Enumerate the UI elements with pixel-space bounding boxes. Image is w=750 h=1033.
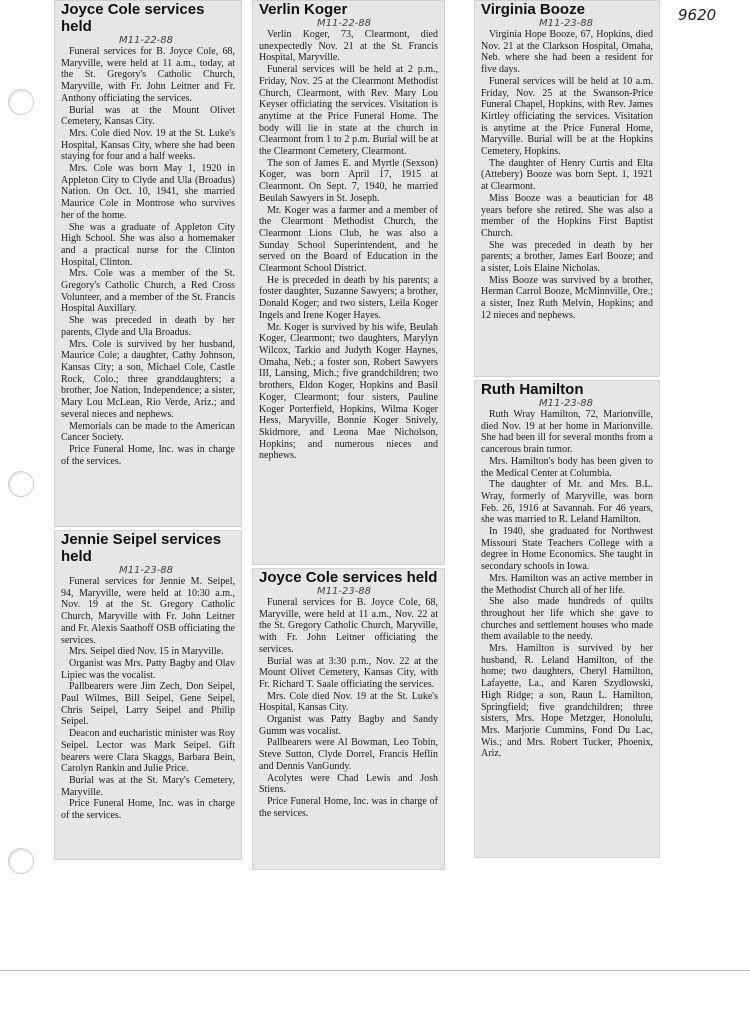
page-number: 9620	[678, 6, 717, 24]
date-stamp: M11-22-88	[119, 35, 174, 46]
paragraph: Price Funeral Home, Inc. was in charge of the services.	[61, 443, 235, 467]
paragraph: She was a graduate of Appleton City High School. She was also a homemaker and a practical nurse for the Clinton Hospital, Clinton.	[61, 221, 235, 268]
paragraph: Mrs. Cole is survived by her husband, Maurice Cole; a daughter, Cathy Johnson, Kansas City; a son, Michael Cole, Castle Rock, Colo.; three granddaughters; a brother, Joe Nation, Independence; a sister, Mary Lou McLean, Rio Verde, Ariz.; and several nieces and nephews.	[61, 338, 235, 420]
paragraph: Price Funeral Home, Inc. was in charge of the services.	[259, 795, 438, 819]
paragraph: Mrs. Hamilton's body has been given to the Medical Center at Columbia.	[481, 455, 653, 479]
article-body	[481, 409, 653, 760]
paragraph: Miss Booze was a beautician for 48 years before she retired. She was also a member of the Hopkins First Baptist Church.	[481, 192, 653, 239]
date-stamp: M11-23-88	[317, 586, 372, 597]
paragraph: Deacon and eucharistic minister was Roy Seipel. Lector was Mark Seipel. Gift bearers were Clara Skaggs, Barbara Bein, Carolyn Rankin and Julie Price.	[61, 728, 235, 775]
paragraph: Mr. Koger was a farmer and a member of the Clearmont Methodist Church, the Clearmont Lions Club, he was also a Sunday School Superintendent, and he served on the Board of Education in the Clearmont School District.	[259, 204, 438, 275]
headline: Joyce Cole services held	[61, 1, 205, 35]
paragraph: Price Funeral Home, Inc. was in charge of the services.	[61, 798, 235, 822]
paragraph: Burial was at 3:30 p.m., Nov. 22 at the Mount Olivet Cemetery, Kansas City, with Fr. Richard T. Saale officiating the services.	[259, 655, 438, 690]
paragraph: Mrs. Cole was born May 1, 1920 in Appleton City to Clyde and Ula (Broadus) Nation. On Oct. 10, 1941, she married Maurice Cole in Montrose who survives her of the home.	[61, 163, 235, 221]
date-stamp: M11-23-88	[119, 565, 174, 576]
obituary-jennie-seipel	[54, 530, 242, 860]
paragraph: Ruth Wray Hamilton, 72, Marionville, died Nov. 19 at her home in Marionville. She had been ill for several months from a cancerous brain tumor.	[481, 409, 653, 456]
paragraph: Mr. Koger is survived by his wife, Beulah Koger, Clearmont; two daughters, Marylyn Wilcox, Tarkio and Judyth Koger Haynes, Omaha, Neb.; a foster son, Robert Sawyers III, Lansing, Mich.; five grandchildren; two brothers, Eldon Koger, Hopkins and Basil Koger, Clearmont; four sisters, Pauline Koger Porterfield, Hopkins, Wilma Koger Hess, Maryville, Bonnie Koger Snively, Skidmore, and Leona Mae Nicholson, Hopkins; and numerous nieces and nephews.	[259, 321, 438, 462]
paragraph: Virginia Hope Booze, 67, Hopkins, died Nov. 21 at the Clarkson Hospital, Omaha, Neb. where she had been a resident for five days.	[481, 29, 653, 76]
paragraph: Acolytes were Chad Lewis and Josh Stiens.	[259, 772, 438, 796]
paragraph: Mrs. Hamilton is survived by her husband, R. Leland Hamilton, of the home; two daughters, Cheryl Hamilton, Lafayette, La., and Karen Szydlowski, High Ridge; a son, Raun L. Hamilton, Springfield; five grandchildren; three sisters, Mrs. Hope Metzger, Honolulu, Mrs. Marjorie Cummins, Fond Du Lac, Wis.; and Mrs. Robert Tucker, Phoenix, Ariz.	[481, 643, 653, 760]
paragraph: Verlin Koger, 73, Clearmont, died unexpectedly Nov. 21 at the St. Francis Hospital, Maryville.	[259, 29, 438, 64]
paragraph: Burial was at the St. Mary's Cemetery, Maryville.	[61, 774, 235, 798]
article-body	[259, 29, 438, 462]
article-body	[61, 46, 235, 467]
headline: Verlin Koger	[259, 1, 348, 18]
date-stamp: M11-23-88	[539, 18, 594, 29]
paragraph: Burial was at the Mount Olivet Cemetery, Kansas City.	[61, 104, 235, 128]
article-body	[481, 29, 653, 322]
paragraph: Mrs. Seipel died Nov. 15 in Maryville.	[69, 646, 224, 658]
obituary-ruth-hamilton	[474, 380, 660, 858]
headline: Jennie Seipel services held	[61, 531, 222, 565]
binder-hole-top	[8, 89, 34, 115]
obituary-joyce-cole-2	[252, 568, 445, 870]
page-divider	[0, 970, 750, 971]
paragraph: Mrs. Cole was a member of the St. Gregory's Catholic Church, a Red Cross Volunteer, and a member of the St. Francis Hospital Auxillary.	[61, 268, 235, 315]
headline: Joyce Cole services held	[259, 569, 438, 586]
binder-hole-middle	[8, 471, 34, 497]
paragraph: Pallbearers were Jim Zech, Don Seipel, Paul Wilmes, Bill Seipel, Gene Seipel, Chris Seipel, Larry Seipel and Philip Seipel.	[61, 681, 235, 728]
paragraph: Mrs. Cole died Nov. 19 at the St. Luke's Hospital, Kansas City, where she had been staying for four and a half weeks.	[61, 127, 235, 163]
paragraph: He is preceded in death by his parents; a foster daughter, Suzanne Sawyers; a brother, Donald Koger; and two sisters, Leila Koger Ingels and Irene Koger Hayes.	[259, 274, 438, 321]
binder-hole-bottom	[8, 848, 34, 874]
obituary-verlin-koger	[252, 0, 445, 565]
paragraph: Funeral services will be held at 10 a.m. Friday, Nov. 25 at the Swanson-Price Funeral Chapel, Hopkins, with Rev. James Kirtley officiating the services. Visitation is anytime at the Price Funeral Home, Maryville. Burial will be at the Hopkins Cemetery, Hopkins.	[481, 75, 653, 158]
paragraph: Funeral services for B. Joyce Cole, 68, Maryville, were held at 11 a.m., today, at the St. Gregory's Catholic Church, Maryville, with Fr. John Leitner and Fr. Anthony officiating the services.	[61, 46, 235, 104]
date-stamp: M11-22-88	[317, 18, 372, 29]
paragraph: The daughter of Mr. and Mrs. B.L. Wray, formerly of Maryville, was born Feb. 26, 1916 at Savannah. For 46 years, she was married to R. Leland Hamilton.	[481, 479, 653, 526]
paragraph: Funeral services for B. Joyce Cole, 68, Maryville, were held at 11 a.m., Nov. 22 at the St. Gregory Catholic Church, Maryville, with Fr. John Leitner officiating the services.	[259, 597, 438, 655]
paragraph: Funeral services will be held at 2 p.m., Friday, Nov. 25 at the Clearmont Methodist Church, Clearmont, with Rev. Mary Lou Keyser officiating the services. Visitation is anytime at the Price Funeral Home. The body will lie in state at the church in Clearmont from 1 to 2 p.m. Burial will be at the Clearmont Cemetery, Clearmont.	[259, 64, 438, 158]
paragraph: Memorials can be made to the American Cancer Society.	[61, 420, 235, 444]
obituary-joyce-cole-1	[54, 0, 242, 527]
article-body	[259, 597, 438, 819]
paragraph: Funeral services for Jennie M. Seipel, 94, Maryville, were held at 10:30 a.m., Nov. 19 at the St. Gregory Catholic Church, Maryville with Fr. John Leitner and Fr. Alexis Saathoff OSB officiating the services.	[61, 576, 235, 646]
paragraph: She was preceded in death by her parents; a brother, James Earl Booze; and a sister, Lois Elaine Nicholas.	[481, 239, 653, 275]
paragraph: In 1940, she graduated for Northwest Missouri State Teachers College with a degree in Home Economics. She taught in secondary schools in Iowa.	[481, 526, 653, 573]
date-stamp: M11-23-88	[539, 398, 594, 409]
paragraph: Pallbearers were Al Bowman, Leo Tobin, Steve Sutton, Clyde Dorrel, Francis Heflin and Dennis VanGundy.	[259, 737, 438, 772]
paragraph: She was preceded in death by her parents, Clyde and Ula Broadus.	[61, 315, 235, 338]
obituary-virginia-booze	[474, 0, 660, 377]
headline: Virginia Booze	[481, 1, 585, 18]
paragraph: She also made hundreds of quilts throughout her life which she gave to churches and settlement houses who made them available to the needy.	[481, 596, 653, 643]
article-body	[61, 576, 235, 822]
paragraph: Mrs. Hamilton was an active member in the Methodist Church all of her life.	[481, 572, 653, 596]
paragraph: Organist was Mrs. Patty Bagby and Olav Lipiec was the vocalist.	[61, 657, 235, 681]
headline: Ruth Hamilton	[481, 381, 584, 398]
paragraph: Mrs. Cole died Nov. 19 at the St. Luke's Hospital, Kansas City.	[259, 690, 438, 714]
paragraph: Miss Booze was survived by a brother, Herman Carrol Booze, McMinnville, Ore.; a sister, Inez Ruth Melvin, Hopkins; and 12 nieces and nephews.	[481, 274, 653, 321]
paragraph: The daughter of Henry Curtis and Elta (Attebery) Booze was born Sept. 1, 1921 at Clearmont.	[481, 157, 653, 193]
paragraph: The son of James E. and Myrtle (Sexson) Koger, was born April 17, 1915 at Clearmont. On Sept. 7, 1940, he married Beulah Sawyers in St. Joseph.	[259, 157, 438, 204]
paragraph: Organist was Patty Bagby and Sandy Gumm was vocalist.	[259, 714, 438, 737]
